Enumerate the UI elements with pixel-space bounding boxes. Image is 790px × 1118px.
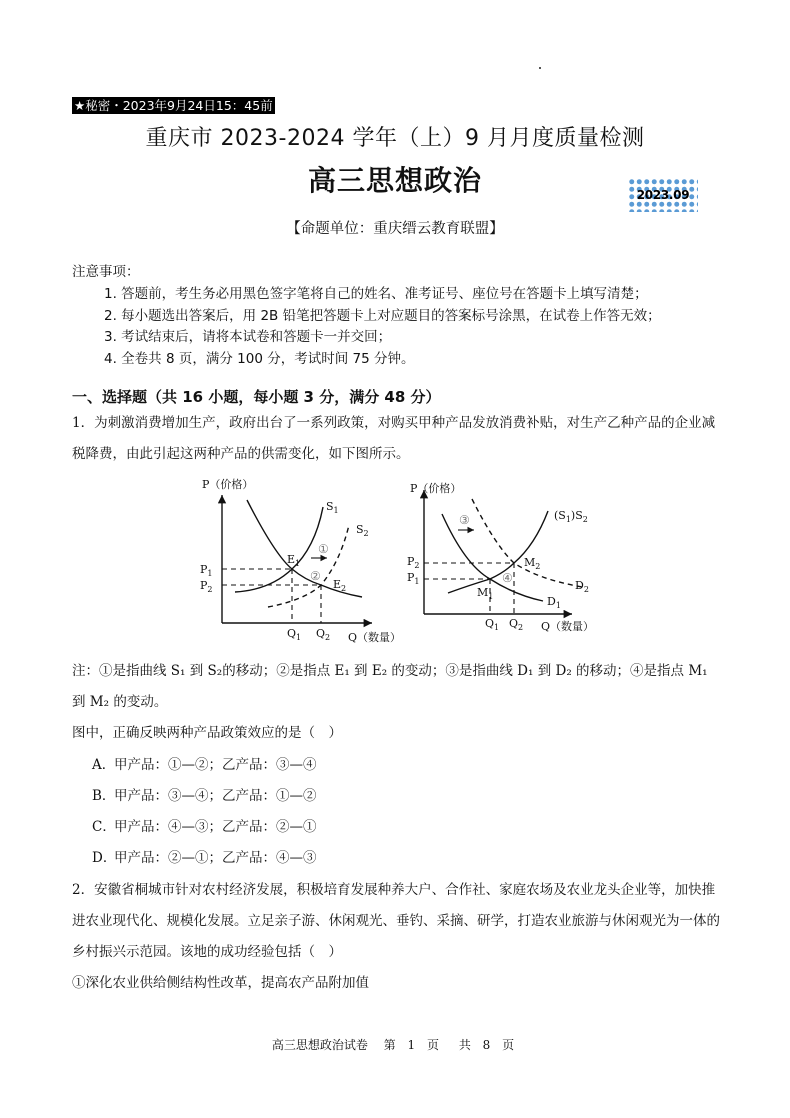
date-badge — [628, 178, 698, 212]
notice-item: 1. 答题前，考生务必用黑色签字笔将自己的姓名、准考证号、座位号在答题卡上填写清楚； — [104, 286, 648, 302]
notice-item: 2. 每小题选出答案后，用 2B 铅笔把答题卡上对应题目的答案标号涂黑，在试卷上作答无效； — [104, 307, 661, 324]
svg-text:E1: $E_1$ — [287, 553, 301, 568]
issuer-line: 【命题单位：重庆缙云教育联盟】 — [286, 221, 504, 237]
exam-title: 重庆市 2023-2024 学年（上）9 月月度质量检测 — [145, 126, 645, 151]
footer-page: 第 1 页 — [383, 1038, 439, 1052]
confidential-label: ★秘密・2023年9月24日15：45前 — [74, 98, 273, 113]
option-text: 甲产品：④—③；乙产品：②—① — [114, 819, 317, 835]
option-text: 甲产品：③—④；乙产品：①—② — [114, 788, 317, 804]
svg-text:(S1)S2: $(S_1)S_2$ — [554, 509, 588, 524]
svg-text:③: ③ — [459, 513, 470, 527]
svg-text:M1: $M_1$ — [477, 586, 494, 601]
question-1-note: 注：①是指曲线 S₁ 到 S₂的移动；②是指点 E₁ 到 E₂ 的变动；③是指曲线 D₁ 到 D₂ 的移动；④是指点 M₁ 到 M₂ 的变动。 — [72, 663, 708, 710]
option-text: 甲产品：②—①；乙产品：④—③ — [114, 850, 317, 866]
svg-text:D1: $D_1$ — [547, 595, 561, 610]
svg-text:Q（数量）: Q（数量） — [541, 620, 595, 633]
supply-demand-chart-right — [400, 470, 600, 650]
question-1-stem: 1．为刺激消费增加生产，政府出台了一系列政策，对购买甲种产品发放消费补贴，对生产乙种产品的企业减税降费，由此引起这两种产品的供需变化，如下图所示。 — [72, 415, 716, 462]
svg-text:S2: $S_2$ — [356, 523, 369, 538]
date-badge-text: 2023.09 — [636, 188, 690, 202]
supply-demand-chart-left — [190, 470, 405, 650]
footer-subject: 高三思想政治试卷 — [271, 1038, 368, 1052]
svg-text:Q（数量）: Q（数量） — [348, 631, 402, 644]
option-letter: C． — [92, 819, 116, 835]
notice-item: 4. 全卷共 8 页，满分 100 分，考试时间 75 分钟。 — [104, 350, 415, 367]
svg-text:P1: $P_1$ — [407, 571, 420, 586]
svg-text:④: ④ — [502, 571, 513, 585]
notice-item: 3. 考试结束后，请将本试卷和答题卡一并交回； — [104, 329, 392, 345]
option-a[interactable] — [92, 750, 317, 781]
svg-text:E2: $E_2$ — [333, 578, 347, 593]
section-title: 一、选择题（共 16 小题，每小题 3 分，满分 48 分） — [72, 388, 441, 406]
page-footer — [0, 1036, 790, 1054]
option-d[interactable] — [92, 843, 317, 874]
svg-text:P2: $P_2$ — [200, 579, 213, 594]
svg-text:M2: $M_2$ — [524, 556, 541, 571]
svg-text:Q1: $Q_1$ — [287, 627, 302, 642]
option-letter: A． — [92, 757, 116, 773]
svg-text:P（价格）: P（价格） — [202, 478, 254, 491]
svg-text:Q1: $Q_1$ — [485, 617, 500, 632]
question-1-options — [92, 750, 317, 874]
supply-curve-s2 — [268, 525, 349, 607]
question-2-stem: 2．安徽省桐城市针对农村经济发展，积极培育发展种养大户、合作社、家庭农场及农业龙头企业等，加快推进农业现代化、规模化发展。立足亲子游、休闲观光、垂钓、采摘、研学，打造农业旅游与休闲观光为一体的乡村振兴示范园。该地的成功经验包括（ ） — [72, 882, 720, 960]
svg-text:S1: $S_1$ — [326, 500, 339, 515]
svg-text:Q2: $Q_2$ — [509, 617, 524, 632]
svg-text:①: ① — [318, 542, 329, 556]
option-text: 甲产品：①—②；乙产品：③—④ — [114, 757, 317, 773]
question-2-item-1: ①深化农业供给侧结构性改革，提高农产品附加值 — [72, 975, 369, 991]
footer-total: 共 8 页 — [458, 1038, 515, 1052]
demand-curve-d2 — [472, 499, 583, 587]
svg-text:②: ② — [310, 569, 321, 583]
option-letter: B． — [92, 788, 116, 804]
notice-list — [104, 284, 661, 370]
subject-title: 高三思想政治 — [307, 164, 482, 197]
notice-heading: 注意事项： — [72, 264, 140, 280]
option-b[interactable] — [92, 781, 317, 812]
svg-text:P1: $P_1$ — [200, 563, 213, 578]
demand-curve — [247, 500, 362, 597]
question-1-ask: 图中，正确反映两种产品政策效应的是（ ） — [72, 725, 342, 741]
scan-dot — [539, 67, 541, 69]
svg-text:D2: $D_2$ — [575, 579, 589, 594]
option-c[interactable] — [92, 812, 317, 843]
svg-text:Q2: $Q_2$ — [316, 627, 331, 642]
option-letter: D． — [92, 850, 117, 866]
svg-text:P2: $P_2$ — [407, 555, 420, 570]
svg-text:P（价格）: P（价格） — [410, 482, 462, 495]
